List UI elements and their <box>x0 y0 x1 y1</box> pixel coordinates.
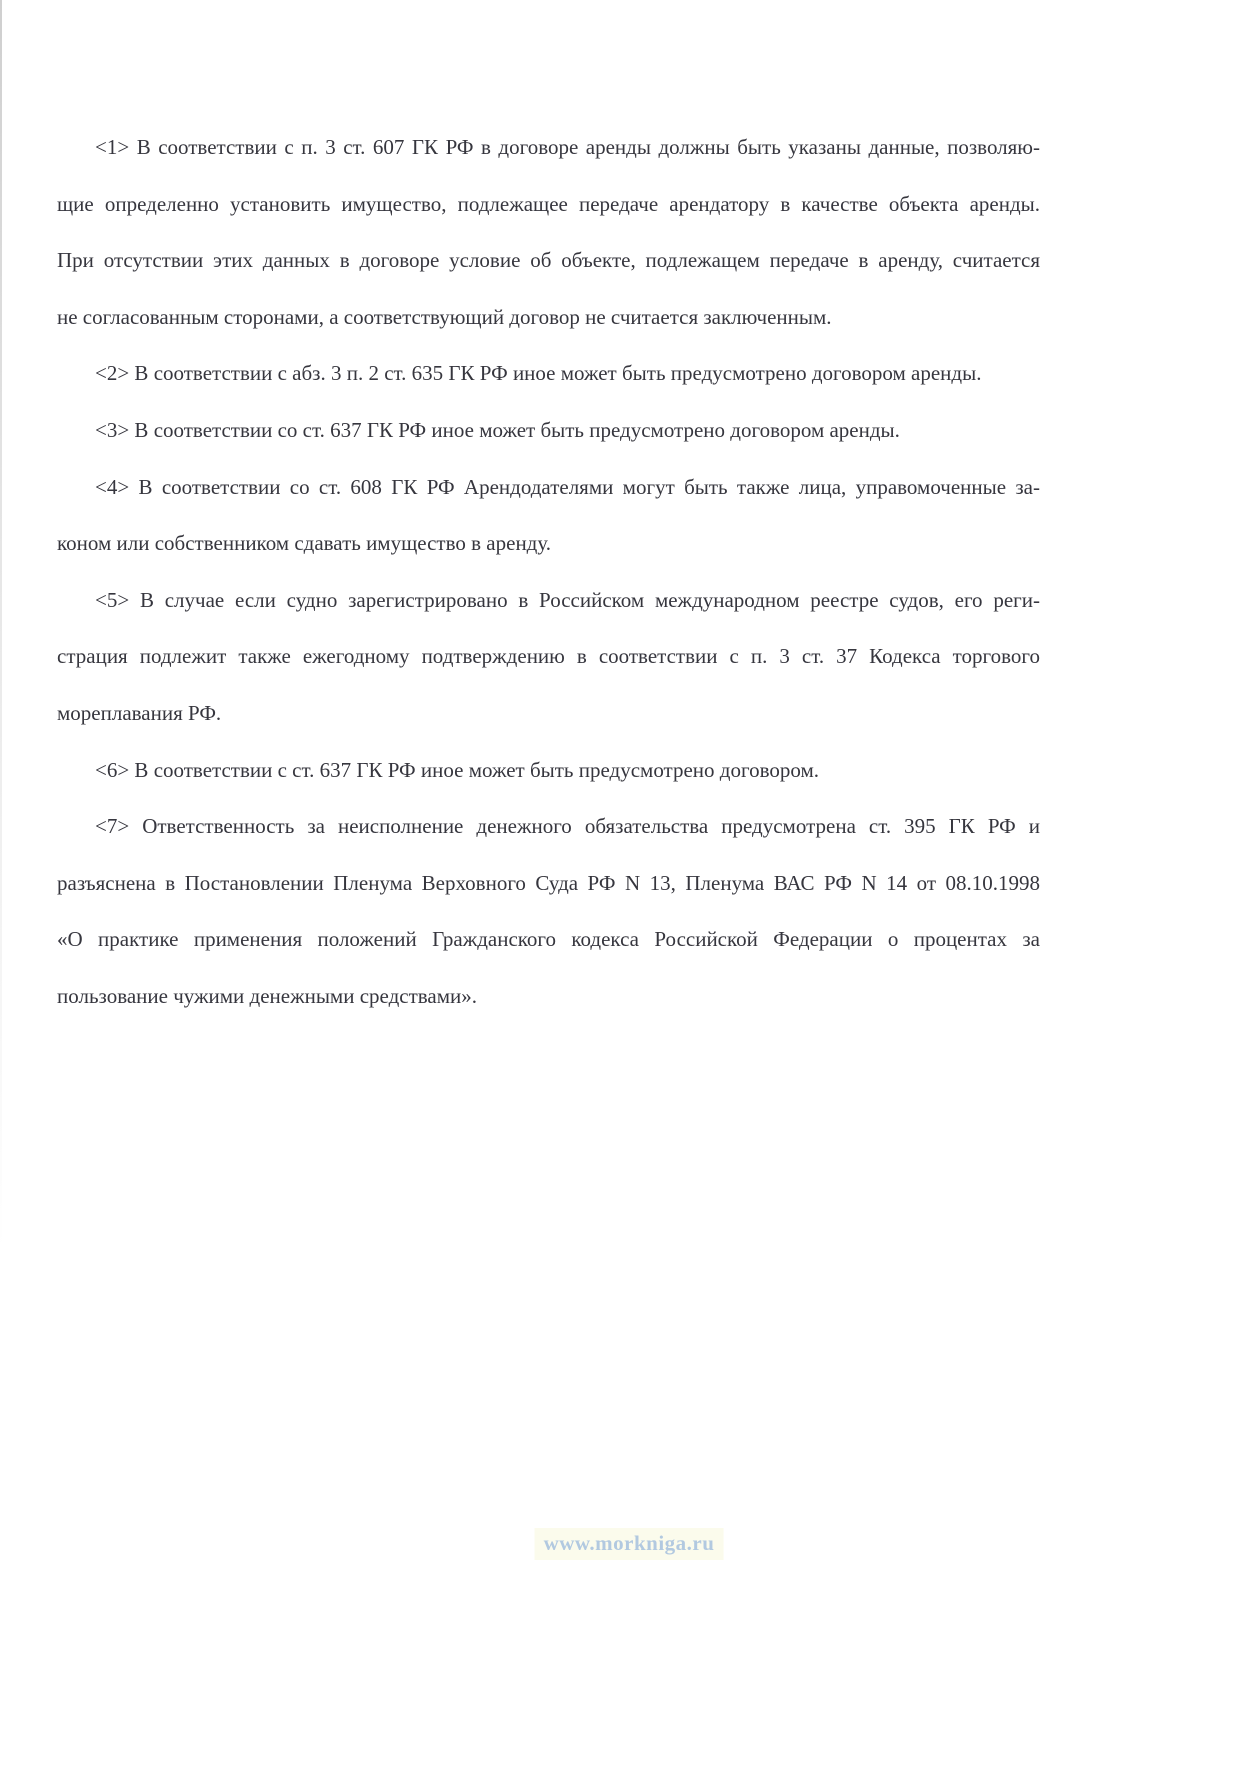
text-line: страция подлежит также ежегодному подтверждению в соответствии с п. 3 ст. 37 Кодекса торгового <box>57 644 1040 669</box>
footnotes-block <box>57 119 1040 1025</box>
text-line: При отсутствии этих данных в договоре условие об объекте, подлежащем передаче в аренду, считается <box>57 248 1040 273</box>
text-line: не согласованным сторонами, а соответствующий договор не считается заключенным. <box>57 304 832 329</box>
text-line: <2> В соответствии с абз. 3 п. 2 ст. 635 ГК РФ иное может быть предусмотрено договором аренды. <box>95 361 982 386</box>
text-line: пользование чужими денежными средствами». <box>57 983 477 1008</box>
text-line: щие определенно установить имущество, подлежащее передаче арендатору в качестве объекта аренды. <box>57 191 1040 216</box>
text-line: «О практике применения положений Гражданского кодекса Российской Федерации о процентах за <box>57 927 1040 952</box>
text-line: коном или собственником сдавать имущество в аренду. <box>57 531 552 556</box>
text-line: <5> В случае если судно зарегистрировано в Российском международном реестре судов, его реги- <box>95 587 1040 612</box>
text-line: <7> Ответственность за неисполнение денежного обязательства предусмотрена ст. 395 ГК РФ и <box>95 814 1040 839</box>
text-line: мореплавания РФ. <box>57 700 222 725</box>
text-line: <6> В соответствии с ст. 637 ГК РФ иное может быть предусмотрено договором. <box>95 757 819 782</box>
watermark: www.morkniga.ru <box>535 1528 724 1560</box>
text-line: разъяснена в Постановлении Пленума Верховного Суда РФ N 13, Пленума ВАС РФ N 14 от 08.10.1998 <box>57 870 1040 895</box>
scan-edge-artifact <box>0 0 2 1250</box>
text-line: <3> В соответствии со ст. 637 ГК РФ иное может быть предусмотрено договором аренды. <box>95 417 900 442</box>
text-line: <4> В соответствии со ст. 608 ГК РФ Арендодателями могут быть также лица, управомоченные за- <box>95 474 1040 499</box>
text-line: <1> В соответствии с п. 3 ст. 607 ГК РФ в договоре аренды должны быть указаны данные, позволяю- <box>95 135 1040 159</box>
